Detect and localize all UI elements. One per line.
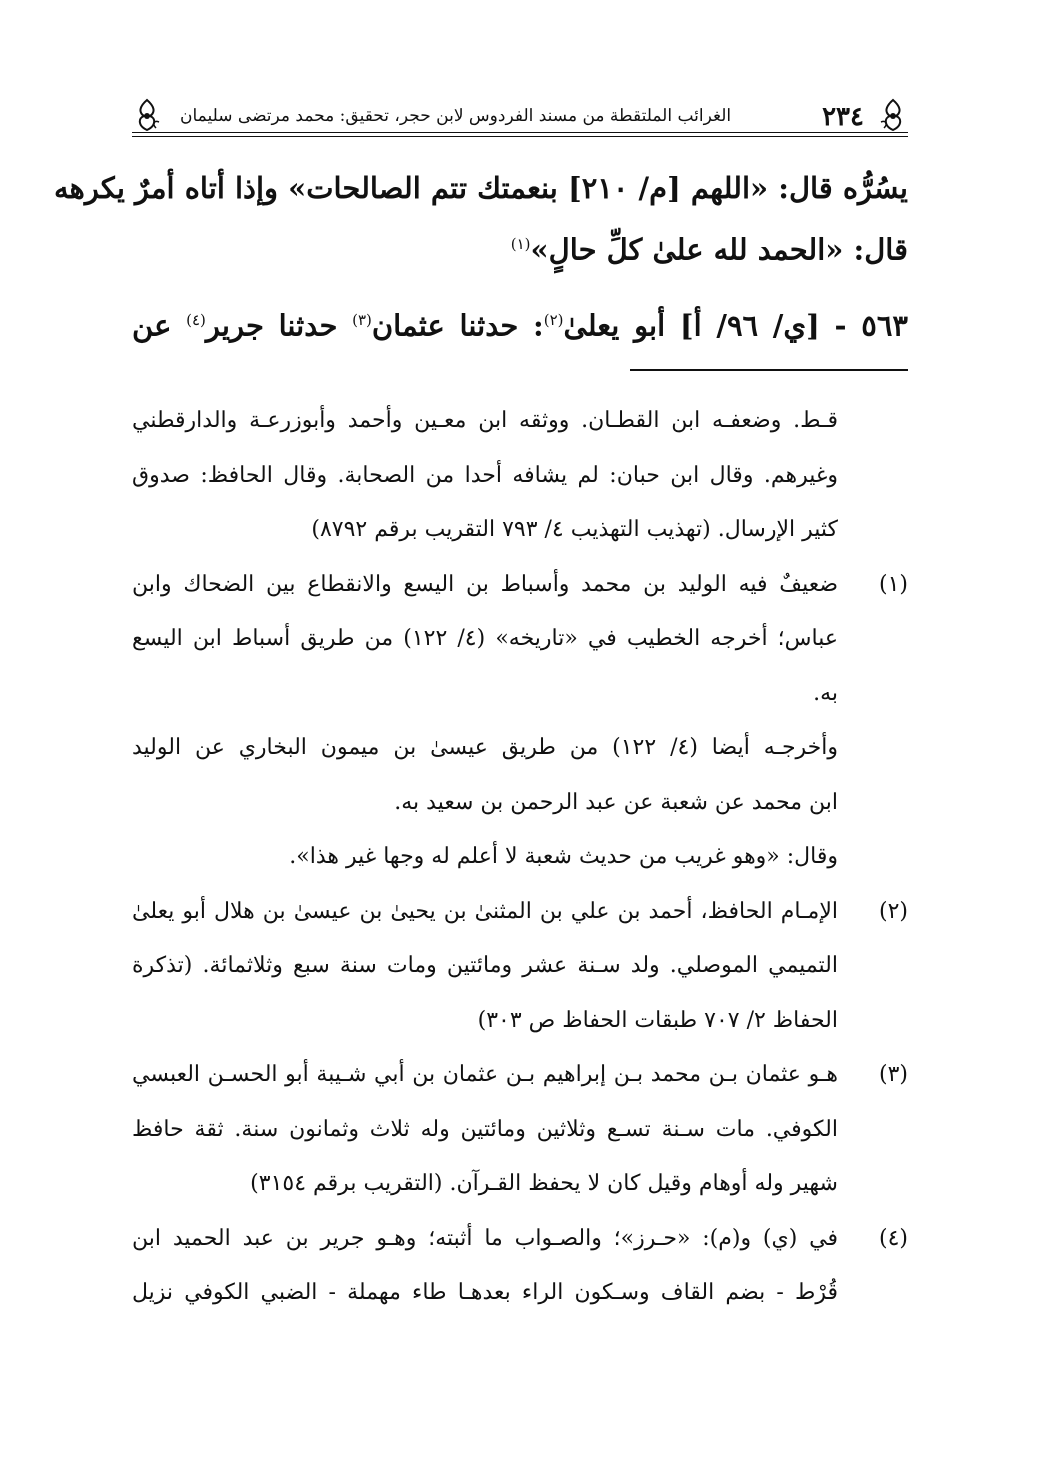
footnote-number: (١) — [878, 571, 908, 597]
narrator-text: عن — [132, 308, 187, 343]
footnote-3-line: الكوفي. مات سـنة تسـع وثلاثين ومائتين وله ثلاث وثمانون سنة. ثقة حافظ — [132, 1116, 838, 1142]
main-line — [132, 216, 908, 278]
header-rule-thin — [132, 136, 908, 137]
footnote-continuation-line: قـط. وضعفـه ابن القطـان. ووثقه ابن معـين وأحمد وأبوزرعـة والدارقطني — [132, 408, 838, 433]
footnote-1-line: ابن محمد عن شعبة عن عبد الرحمن بن سعيد به. — [394, 789, 838, 815]
narrator-text: حدثنا جرير — [205, 308, 353, 343]
footnote-separator — [630, 369, 908, 371]
footnote-number: (٢) — [878, 898, 908, 924]
footnote-4-line: (٤) في (ي) و(م): «حـرز»؛ والصـواب ما أثبته؛ وهـو جرير بن عبد الحميد ابن — [132, 1212, 908, 1267]
running-title: الغرائب الملتقطة من مسند الفردوس لابن حجر، تحقيق: محمد مرتضى سليمان — [180, 106, 732, 126]
footnote-continuation-line: كثير الإرسال. (تهذيب التهذيب ٤/ ٧٩٣ التقريب برقم ٨٧٩٢) — [311, 517, 838, 542]
footnote-continuation-line: وغيرهم. وقال ابن حبان: لم يشافه أحدا من الصحابة. وقال الحافظ: صدوق — [132, 462, 838, 488]
hadith-heading-line — [132, 292, 908, 354]
footnote-3-line: شهير وله أوهام وقيل كان لا يحفظ القـرآن. (التقريب برقم ٣١٥٤) — [250, 1171, 838, 1196]
running-header — [132, 96, 908, 136]
footnote-1-line: وقال: «وهو غريب من حديث شعبة لا أعلم له وجها غير هذا». — [289, 844, 838, 869]
footnote-1-line: به. — [813, 680, 838, 706]
footnote-3-line: (٣) هـو عثمان بـن محمد بـن إبراهيم بـن عثمان بن أبي شـيبة أبو الحسـن العبسي — [132, 1048, 908, 1103]
narrator-text: : حدثنا عثمان — [371, 308, 544, 343]
footnotes — [132, 394, 908, 1321]
main-line: يسُرُّه قال: «اللهم [م/ ٢١٠] بنعمتك تتم الصالحات» وإذا أتاه أمرٌ يكرهه — [54, 171, 908, 205]
footnote-ref: (٤) — [186, 310, 206, 329]
footnote-1-line: وأخرجـه أيضا (٤/ ١٢٢) من طريق عيسىٰ بن ميمون البخاري عن الوليد — [132, 735, 839, 760]
footnote-2-line: الحفاظ ٢/ ٧٠٧ طبقات الحفاظ ص ٣٠٣) — [477, 1007, 838, 1033]
hadith-number-text: ٥٦٣ - [ي/ ٩٦/ أ] أبو يعلىٰ — [563, 308, 908, 343]
main-text — [54, 160, 908, 353]
footnote-ref: (٣) — [352, 310, 372, 329]
main-line-text: قال: «الحمد لله علىٰ كلِّ حالٍ» — [530, 232, 908, 267]
footnote-1-line: (١) ضعيفٌ فيه الوليد بن محمد وأسباط بن اليسع والانقطاع بين الضحاك وابن — [132, 558, 908, 613]
footnote-4-line: قُرْط - بضم القاف وسـكون الراء بعدهـا طاء مهملة - الضبي الكوفي نزيل — [132, 1280, 838, 1305]
footnote-ref: (١) — [510, 235, 531, 253]
footnote-number: (٣) — [878, 1062, 908, 1087]
footnote-2-line: (٢) الإمـام الحافظ، أحمد بن علي بن المثنىٰ بن يحيىٰ بن عيسىٰ بن هلال أبو يعلىٰ — [132, 885, 908, 940]
footnote-number: (٤) — [878, 1225, 908, 1251]
footnote-ref: (٢) — [543, 310, 564, 329]
page-number: ٢٣٤ — [822, 102, 864, 132]
footnote-1-line: عباس؛ أخرجه الخطيب في «تاريخه» (٤/ ١٢٢) من طريق أسباط ابن اليسع — [132, 626, 838, 651]
floral-ornament-icon — [878, 98, 908, 132]
header-rule — [132, 132, 908, 133]
floral-ornament-icon — [132, 98, 162, 132]
footnote-2-line: التميمي الموصلي. ولد سـنة عشر ومائتين ومات سنة سبع وثلاثمائة. (تذكرة — [132, 953, 838, 978]
